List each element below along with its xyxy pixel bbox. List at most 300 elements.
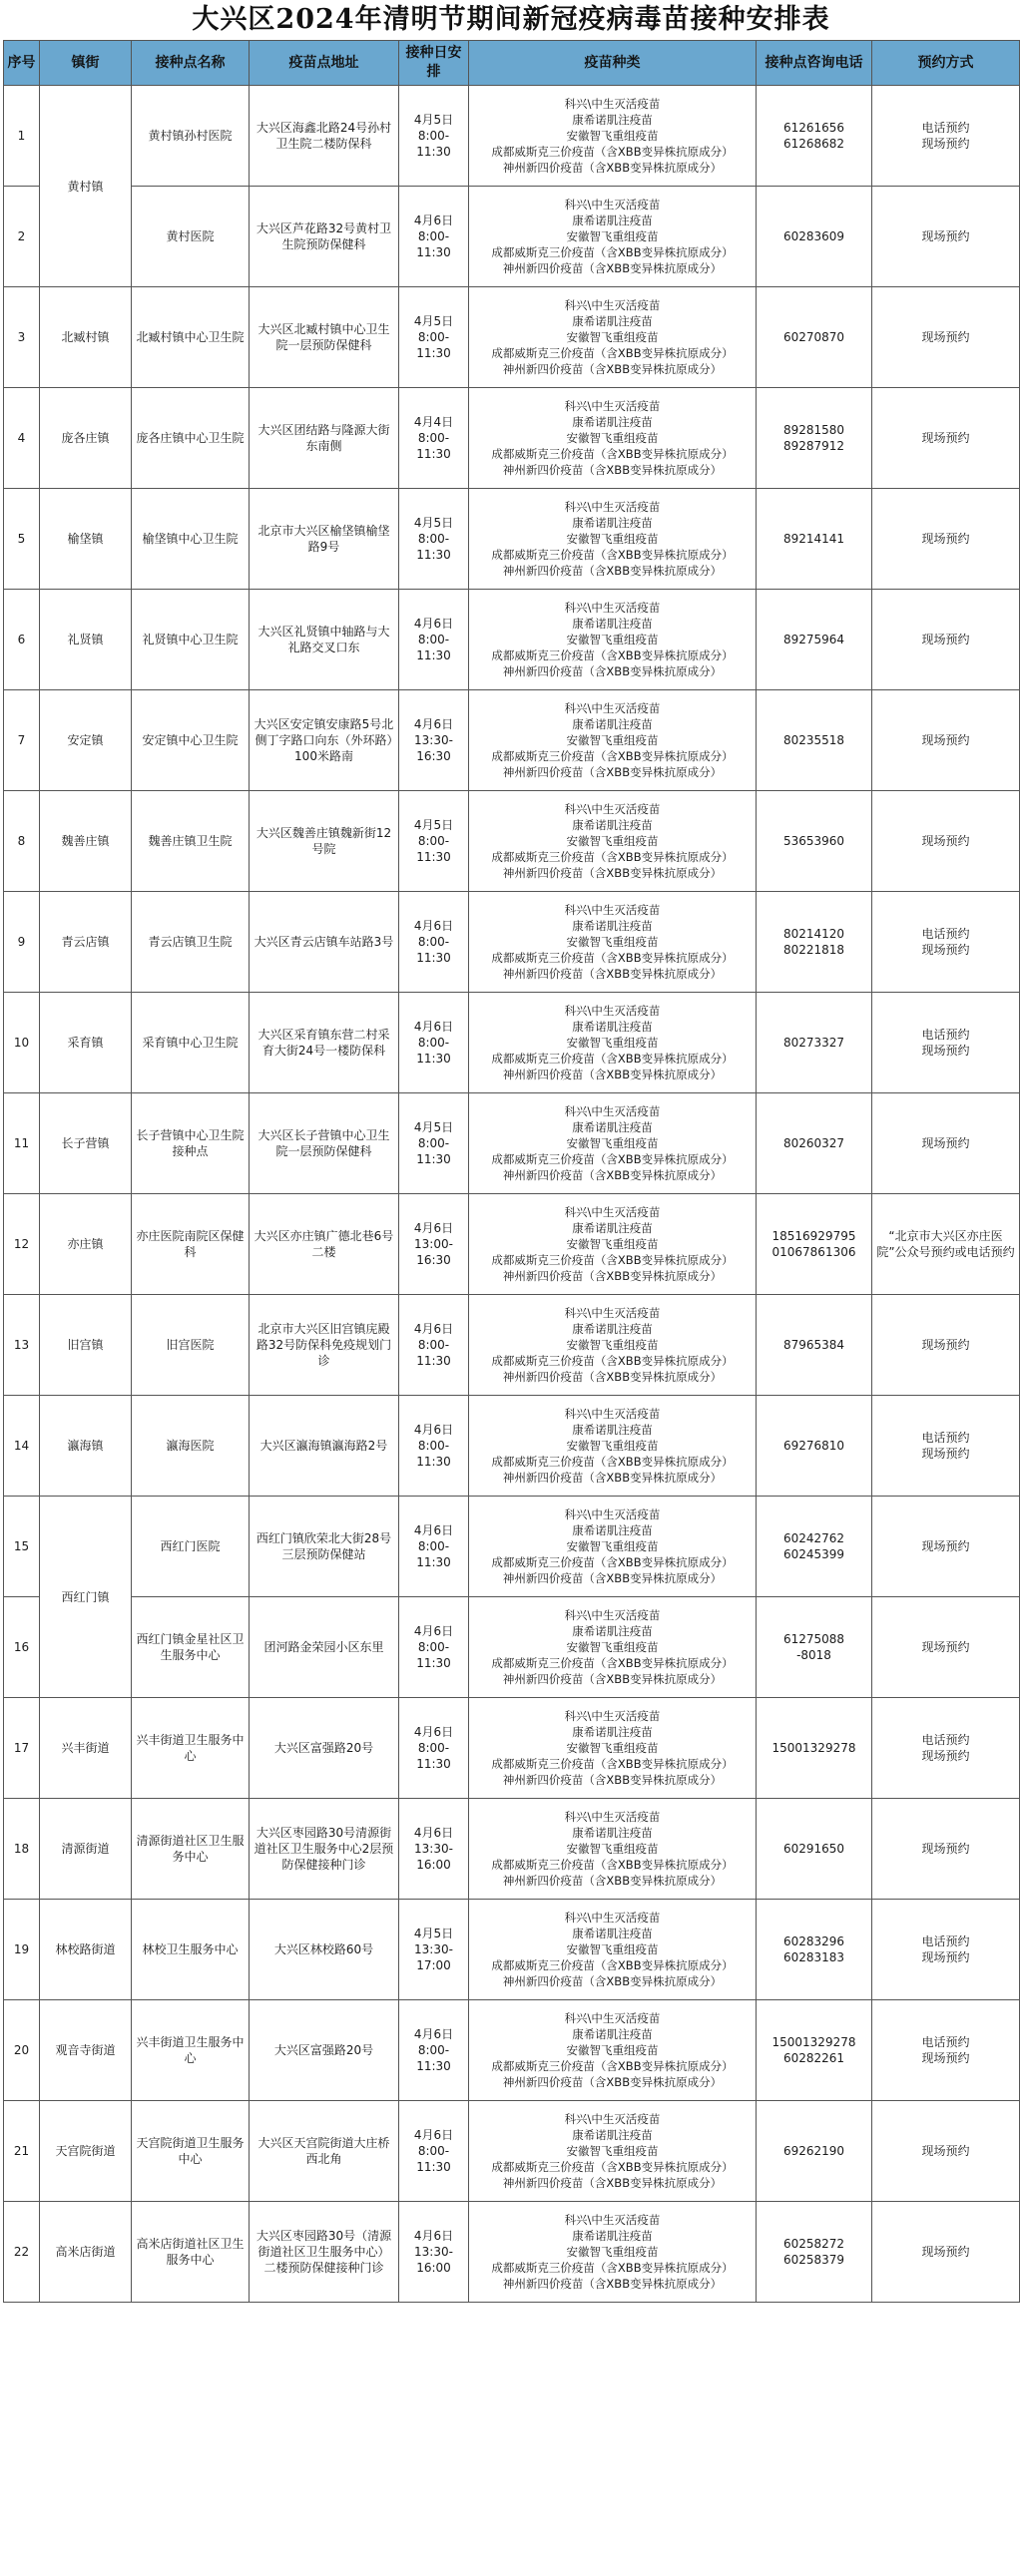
date-text: 4月6日: [413, 2027, 454, 2041]
town-cell: 西红门镇: [40, 1497, 132, 1698]
date-cell: [399, 791, 469, 892]
booking-method: 现场预约: [921, 2051, 970, 2065]
booking-method: 现场预约: [921, 834, 970, 848]
booking-method: 现场预约: [921, 1044, 970, 1058]
phone-cell: [757, 1900, 872, 2000]
address-cell: 大兴区北臧村镇中心卫生院一层预防保健科: [250, 287, 399, 388]
phone-number: 60258272: [782, 2237, 845, 2251]
vaccine-item: 成都威斯克三价疫苗（含XBB变异株抗原成分）: [491, 548, 734, 562]
time-text: 13:30-16:30: [414, 733, 453, 763]
town-cell: 亦庄镇: [40, 1194, 132, 1295]
site-name-cell: 榆垡镇中心卫生院: [132, 489, 250, 590]
time-text: 13:00-16:30: [414, 1237, 453, 1267]
date-cell: [399, 287, 469, 388]
vaccine-list-cell: [469, 2000, 757, 2101]
site-name-cell: 兴丰街道卫生服务中心: [132, 2000, 250, 2101]
booking-method: 现场预约: [921, 532, 970, 546]
address-cell: 大兴区安定镇安康路5号北侧丁字路口向东（外环路）100米路南: [250, 690, 399, 791]
address-cell: 大兴区团结路与隆源大街东南侧: [250, 388, 399, 489]
vaccine-item: 成都威斯克三价疫苗（含XBB变异株抗原成分）: [491, 245, 734, 259]
date-cell: [399, 590, 469, 690]
time-text: 8:00-11:30: [416, 935, 451, 965]
table-row: [4, 590, 1020, 690]
header-row: [4, 41, 1020, 86]
booking-method: 电话预约: [921, 927, 970, 941]
phone-number: 80235518: [782, 733, 845, 747]
site-name-cell: 西红门医院: [132, 1497, 250, 1597]
method-cell: [872, 287, 1020, 388]
method-cell: [872, 2000, 1020, 2101]
booking-method: 现场预约: [921, 2245, 970, 2259]
table-row: [4, 892, 1020, 993]
site-name-cell: 礼贤镇中心卫生院: [132, 590, 250, 690]
date-cell: [399, 690, 469, 791]
booking-method: 现场预约: [921, 633, 970, 646]
vaccine-item: 康希诺肌注疫苗: [572, 1725, 653, 1739]
table-row: [4, 2000, 1020, 2101]
date-cell: [399, 388, 469, 489]
phone-number: 60283296: [782, 1934, 845, 1948]
vaccine-item: 成都威斯克三价疫苗（含XBB变异株抗原成分）: [491, 1253, 734, 1267]
phone-number: 89275964: [782, 633, 845, 646]
site-name-cell: 安定镇中心卫生院: [132, 690, 250, 791]
vaccine-item: 康希诺肌注疫苗: [572, 2128, 653, 2142]
vaccine-item: 成都威斯克三价疫苗（含XBB变异株抗原成分）: [491, 447, 734, 461]
phone-number: 80221818: [782, 943, 845, 957]
site-name-cell: 黄村镇孙村医院: [132, 86, 250, 187]
address-cell: 大兴区富强路20号: [250, 1698, 399, 1799]
vaccine-list-cell: [469, 690, 757, 791]
vaccine-item: 安徽智飞重组疫苗: [566, 2043, 659, 2057]
vaccine-item: 成都威斯克三价疫苗（含XBB变异株抗原成分）: [491, 1354, 734, 1368]
time-text: 8:00-11:30: [416, 2144, 451, 2174]
row-number: 3: [4, 287, 40, 388]
vaccine-item: 成都威斯克三价疫苗（含XBB变异株抗原成分）: [491, 951, 734, 965]
header-site: 接种点名称: [132, 41, 250, 86]
vaccine-item: 神州新四价疫苗（含XBB变异株抗原成分）: [502, 463, 723, 477]
date-text: 4月6日: [413, 2128, 454, 2142]
method-cell: [872, 590, 1020, 690]
date-cell: [399, 86, 469, 187]
vaccine-item: 科兴\中生灭活疫苗: [564, 1507, 661, 1521]
vaccine-item: 安徽智飞重组疫苗: [566, 229, 659, 243]
method-cell: [872, 1597, 1020, 1698]
town-cell: 长子营镇: [40, 1093, 132, 1194]
method-cell: [872, 690, 1020, 791]
address-cell: 团河路金荣园小区东里: [250, 1597, 399, 1698]
phone-cell: [757, 791, 872, 892]
vaccine-item: 成都威斯克三价疫苗（含XBB变异株抗原成分）: [491, 749, 734, 763]
method-cell: [872, 1900, 1020, 2000]
vaccine-item: 安徽智飞重组疫苗: [566, 1136, 659, 1150]
vaccine-item: 科兴\中生灭活疫苗: [564, 2112, 661, 2126]
vaccine-item: 康希诺肌注疫苗: [572, 113, 653, 127]
vaccine-item: 科兴\中生灭活疫苗: [564, 1306, 661, 1320]
vaccine-item: 康希诺肌注疫苗: [572, 1927, 653, 1940]
date-text: 4月6日: [413, 1523, 454, 1537]
town-cell: 兴丰街道: [40, 1698, 132, 1799]
vaccine-item: 康希诺肌注疫苗: [572, 617, 653, 631]
address-cell: 大兴区青云店镇车站路3号: [250, 892, 399, 993]
date-cell: [399, 892, 469, 993]
date-text: 4月5日: [413, 516, 454, 530]
site-name-cell: 亦庄医院南院区保健科: [132, 1194, 250, 1295]
booking-method: 现场预约: [921, 1136, 970, 1150]
vaccine-item: 康希诺肌注疫苗: [572, 415, 653, 429]
method-cell: [872, 1194, 1020, 1295]
header-vaccine: 疫苗种类: [469, 41, 757, 86]
method-cell: [872, 1497, 1020, 1597]
vaccine-item: 科兴\中生灭活疫苗: [564, 500, 661, 514]
vaccine-item: 神州新四价疫苗（含XBB变异株抗原成分）: [502, 967, 723, 981]
table-row: [4, 1698, 1020, 1799]
vaccine-item: 科兴\中生灭活疫苗: [564, 97, 661, 111]
row-number: 8: [4, 791, 40, 892]
vaccine-item: 科兴\中生灭活疫苗: [564, 701, 661, 715]
row-number: 13: [4, 1295, 40, 1396]
date-text: 4月6日: [413, 1725, 454, 1739]
row-number: 5: [4, 489, 40, 590]
vaccine-item: 康希诺肌注疫苗: [572, 919, 653, 933]
town-cell: 瀛海镇: [40, 1396, 132, 1497]
address-cell: 大兴区魏善庄镇魏新街12号院: [250, 791, 399, 892]
vaccine-item: 安徽智飞重组疫苗: [566, 1036, 659, 1050]
row-number: 20: [4, 2000, 40, 2101]
date-cell: [399, 1900, 469, 2000]
row-number: 19: [4, 1900, 40, 2000]
date-cell: [399, 1497, 469, 1597]
vaccine-item: 科兴\中生灭活疫苗: [564, 903, 661, 917]
date-cell: [399, 489, 469, 590]
town-cell: 天宫院街道: [40, 2101, 132, 2202]
vaccine-item: 安徽智飞重组疫苗: [566, 431, 659, 445]
method-cell: [872, 892, 1020, 993]
table-row: [4, 1799, 1020, 1900]
method-cell: [872, 187, 1020, 287]
phone-number: 60258379: [782, 2253, 845, 2267]
row-number: 10: [4, 993, 40, 1093]
time-text: 8:00-11:30: [416, 129, 451, 159]
vaccine-item: 神州新四价疫苗（含XBB变异株抗原成分）: [502, 261, 723, 275]
vaccine-item: 成都威斯克三价疫苗（含XBB变异株抗原成分）: [491, 1757, 734, 1771]
date-cell: [399, 1799, 469, 1900]
phone-cell: [757, 1698, 872, 1799]
vaccine-item: 康希诺肌注疫苗: [572, 1221, 653, 1235]
vaccine-item: 神州新四价疫苗（含XBB变异株抗原成分）: [502, 1773, 723, 1787]
date-text: 4月6日: [413, 1020, 454, 1034]
vaccine-list-cell: [469, 1194, 757, 1295]
method-cell: [872, 2202, 1020, 2303]
address-cell: 大兴区富强路20号: [250, 2000, 399, 2101]
town-cell: 高米店街道: [40, 2202, 132, 2303]
date-text: 4月5日: [413, 314, 454, 328]
phone-cell: [757, 1093, 872, 1194]
vaccine-item: 科兴\中生灭活疫苗: [564, 2011, 661, 2025]
table-row: [4, 287, 1020, 388]
vaccine-item: 康希诺肌注疫苗: [572, 1020, 653, 1034]
table-row: [4, 1396, 1020, 1497]
town-cell: 青云店镇: [40, 892, 132, 993]
vaccine-item: 神州新四价疫苗（含XBB变异株抗原成分）: [502, 1370, 723, 1384]
address-cell: 大兴区林校路60号: [250, 1900, 399, 2000]
site-name-cell: 天宫院街道卫生服务中心: [132, 2101, 250, 2202]
address-cell: 大兴区采育镇东营二村采育大街24号一楼防保科: [250, 993, 399, 1093]
vaccine-list-cell: [469, 993, 757, 1093]
row-number: 1: [4, 86, 40, 187]
vaccine-item: 康希诺肌注疫苗: [572, 1523, 653, 1537]
row-number: 15: [4, 1497, 40, 1597]
vaccine-item: 成都威斯克三价疫苗（含XBB变异株抗原成分）: [491, 648, 734, 662]
site-name-cell: 兴丰街道卫生服务中心: [132, 1698, 250, 1799]
town-cell: 林校路街道: [40, 1900, 132, 2000]
site-name-cell: 长子营镇中心卫生院接种点: [132, 1093, 250, 1194]
row-number: 9: [4, 892, 40, 993]
vaccine-item: 神州新四价疫苗（含XBB变异株抗原成分）: [502, 564, 723, 578]
vaccine-item: 康希诺肌注疫苗: [572, 818, 653, 832]
booking-method: 现场预约: [921, 943, 970, 957]
vaccine-list-cell: [469, 388, 757, 489]
method-cell: [872, 388, 1020, 489]
vaccine-item: 神州新四价疫苗（含XBB变异株抗原成分）: [502, 1168, 723, 1182]
vaccine-item: 神州新四价疫苗（含XBB变异株抗原成分）: [502, 1068, 723, 1081]
method-cell: [872, 86, 1020, 187]
phone-number: 01067861306: [771, 1245, 856, 1259]
vaccine-item: 安徽智飞重组疫苗: [566, 129, 659, 143]
vaccine-item: 康希诺肌注疫苗: [572, 1120, 653, 1134]
address-cell: 大兴区芦花路32号黄村卫生院预防保健科: [250, 187, 399, 287]
booking-method: 现场预约: [921, 1338, 970, 1352]
date-text: 4月6日: [413, 1423, 454, 1437]
vaccine-item: 神州新四价疫苗（含XBB变异株抗原成分）: [502, 765, 723, 779]
time-text: 13:30-17:00: [414, 1942, 453, 1972]
booking-method: 现场预约: [921, 1539, 970, 1553]
site-name-cell: 清源街道社区卫生服务中心: [132, 1799, 250, 1900]
vaccine-item: 成都威斯克三价疫苗（含XBB变异株抗原成分）: [491, 1656, 734, 1670]
vaccine-item: 神州新四价疫苗（含XBB变异株抗原成分）: [502, 1672, 723, 1686]
address-cell: 大兴区礼贤镇中轴路与大礼路交叉口东: [250, 590, 399, 690]
town-cell: 安定镇: [40, 690, 132, 791]
table-row: [4, 1295, 1020, 1396]
booking-method: 现场预约: [921, 1842, 970, 1856]
table-row: [4, 791, 1020, 892]
method-cell: [872, 489, 1020, 590]
vaccine-item: 安徽智飞重组疫苗: [566, 1539, 659, 1553]
table-row: [4, 1093, 1020, 1194]
vaccine-item: 科兴\中生灭活疫苗: [564, 1205, 661, 1219]
phone-cell: [757, 690, 872, 791]
header-town: 镇街: [40, 41, 132, 86]
town-cell: 观音寺街道: [40, 2000, 132, 2101]
date-cell: [399, 1194, 469, 1295]
booking-method: 现场预约: [921, 1640, 970, 1654]
row-number: 4: [4, 388, 40, 489]
booking-method: 电话预约: [921, 121, 970, 135]
vaccine-item: 科兴\中生灭活疫苗: [564, 802, 661, 816]
table-row: [4, 1597, 1020, 1698]
booking-method: 现场预约: [921, 431, 970, 445]
phone-cell: [757, 2101, 872, 2202]
row-number: 12: [4, 1194, 40, 1295]
address-cell: 北京市大兴区旧宫镇庑殿路32号防保科免疫规划门诊: [250, 1295, 399, 1396]
row-number: 22: [4, 2202, 40, 2303]
time-text: 8:00-11:30: [416, 532, 451, 562]
vaccine-item: 成都威斯克三价疫苗（含XBB变异株抗原成分）: [491, 1555, 734, 1569]
time-text: 8:00-11:30: [416, 431, 451, 461]
table-row: [4, 489, 1020, 590]
address-cell: 大兴区瀛海镇瀛海路2号: [250, 1396, 399, 1497]
town-cell: 旧宫镇: [40, 1295, 132, 1396]
phone-number: 61261656: [782, 121, 845, 135]
vaccine-item: 成都威斯克三价疫苗（含XBB变异株抗原成分）: [491, 1052, 734, 1066]
phone-cell: [757, 1396, 872, 1497]
booking-method: 电话预约: [921, 1934, 970, 1948]
vaccine-item: 成都威斯克三价疫苗（含XBB变异株抗原成分）: [491, 2059, 734, 2073]
vaccine-item: 成都威斯克三价疫苗（含XBB变异株抗原成分）: [491, 1152, 734, 1166]
vaccine-list-cell: [469, 1093, 757, 1194]
site-name-cell: 庞各庄镇中心卫生院: [132, 388, 250, 489]
phone-cell: [757, 1497, 872, 1597]
vaccine-item: 成都威斯克三价疫苗（含XBB变异株抗原成分）: [491, 145, 734, 159]
vaccine-item: 康希诺肌注疫苗: [572, 2027, 653, 2041]
town-cell: 魏善庄镇: [40, 791, 132, 892]
vaccine-list-cell: [469, 1295, 757, 1396]
date-text: 4月5日: [413, 113, 454, 127]
phone-number: 69276810: [782, 1439, 845, 1453]
time-text: 8:00-11:30: [416, 2043, 451, 2073]
method-cell: [872, 1396, 1020, 1497]
date-cell: [399, 2000, 469, 2101]
vaccine-item: 安徽智飞重组疫苗: [566, 1942, 659, 1956]
vaccine-item: 安徽智飞重组疫苗: [566, 1640, 659, 1654]
vaccine-item: 安徽智飞重组疫苗: [566, 1439, 659, 1453]
town-cell: 庞各庄镇: [40, 388, 132, 489]
row-number: 17: [4, 1698, 40, 1799]
phone-number: -8018: [796, 1648, 831, 1662]
address-cell: 大兴区长子营镇中心卫生院一层预防保健科: [250, 1093, 399, 1194]
vaccine-item: 神州新四价疫苗（含XBB变异株抗原成分）: [502, 362, 723, 376]
town-cell: 北臧村镇: [40, 287, 132, 388]
date-text: 4月5日: [413, 818, 454, 832]
vaccine-item: 成都威斯克三价疫苗（含XBB变异株抗原成分）: [491, 346, 734, 360]
vaccine-item: 科兴\中生灭活疫苗: [564, 399, 661, 413]
vaccine-item: 康希诺肌注疫苗: [572, 516, 653, 530]
date-text: 4月5日: [413, 1120, 454, 1134]
booking-method: 电话预约: [921, 2035, 970, 2049]
vaccine-item: 安徽智飞重组疫苗: [566, 532, 659, 546]
site-name-cell: 黄村医院: [132, 187, 250, 287]
table-row: [4, 1194, 1020, 1295]
date-text: 4月6日: [413, 617, 454, 631]
vaccine-list-cell: [469, 590, 757, 690]
phone-number: 89281580: [782, 423, 845, 437]
phone-number: 87965384: [782, 1338, 845, 1352]
time-text: 8:00-11:30: [416, 1338, 451, 1368]
phone-number: 60291650: [782, 1842, 845, 1856]
vaccine-item: 神州新四价疫苗（含XBB变异株抗原成分）: [502, 2176, 723, 2190]
vaccine-item: 神州新四价疫苗（含XBB变异株抗原成分）: [502, 1471, 723, 1485]
vaccine-item: 安徽智飞重组疫苗: [566, 633, 659, 646]
vaccine-item: 神州新四价疫苗（含XBB变异株抗原成分）: [502, 1874, 723, 1888]
date-cell: [399, 1093, 469, 1194]
phone-cell: [757, 2000, 872, 2101]
vaccine-item: 科兴\中生灭活疫苗: [564, 1709, 661, 1723]
vaccine-item: 安徽智飞重组疫苗: [566, 733, 659, 747]
vaccine-item: 安徽智飞重组疫苗: [566, 1338, 659, 1352]
table-row: [4, 2202, 1020, 2303]
booking-method: 电话预约: [921, 1431, 970, 1445]
vaccine-item: 康希诺肌注疫苗: [572, 2229, 653, 2243]
vaccine-item: 安徽智飞重组疫苗: [566, 2245, 659, 2259]
vaccine-list-cell: [469, 1900, 757, 2000]
vaccine-item: 神州新四价疫苗（含XBB变异株抗原成分）: [502, 1974, 723, 1988]
vaccine-list-cell: [469, 1597, 757, 1698]
date-text: 4月6日: [413, 2229, 454, 2243]
vaccine-item: 成都威斯克三价疫苗（含XBB变异株抗原成分）: [491, 2261, 734, 2275]
table-row: [4, 388, 1020, 489]
address-cell: 大兴区天宫院街道大庄桥西北角: [250, 2101, 399, 2202]
row-number: 16: [4, 1597, 40, 1698]
phone-cell: [757, 287, 872, 388]
booking-method: 现场预约: [921, 1950, 970, 1964]
table-row: [4, 86, 1020, 187]
vaccine-item: 科兴\中生灭活疫苗: [564, 1608, 661, 1622]
row-number: 18: [4, 1799, 40, 1900]
address-cell: 大兴区亦庄镇广德北巷6号二楼: [250, 1194, 399, 1295]
date-cell: [399, 1295, 469, 1396]
date-text: 4月6日: [413, 1322, 454, 1336]
table-row: [4, 1497, 1020, 1597]
vaccine-item: 科兴\中生灭活疫苗: [564, 1004, 661, 1018]
booking-method: 电话预约: [921, 1028, 970, 1042]
method-cell: [872, 993, 1020, 1093]
vaccine-list-cell: [469, 1698, 757, 1799]
phone-number: 89214141: [782, 532, 845, 546]
vaccine-item: 科兴\中生灭活疫苗: [564, 1407, 661, 1421]
phone-cell: [757, 187, 872, 287]
phone-number: 18516929795: [771, 1229, 856, 1243]
vaccine-list-cell: [469, 892, 757, 993]
phone-number: 89287912: [782, 439, 845, 453]
method-cell: [872, 791, 1020, 892]
site-name-cell: 采育镇中心卫生院: [132, 993, 250, 1093]
phone-number: 80273327: [782, 1036, 845, 1050]
booking-method: 现场预约: [921, 229, 970, 243]
header-phone: 接种点咨询电话: [757, 41, 872, 86]
vaccine-item: 安徽智飞重组疫苗: [566, 1237, 659, 1251]
vaccine-item: 科兴\中生灭活疫苗: [564, 1911, 661, 1925]
vaccine-item: 成都威斯克三价疫苗（含XBB变异株抗原成分）: [491, 850, 734, 864]
date-cell: [399, 187, 469, 287]
site-name-cell: 瀛海医院: [132, 1396, 250, 1497]
phone-cell: [757, 1194, 872, 1295]
date-cell: [399, 1597, 469, 1698]
time-text: 8:00-11:30: [416, 1439, 451, 1469]
row-number: 7: [4, 690, 40, 791]
date-text: 4月6日: [413, 919, 454, 933]
vaccination-schedule-table: [3, 40, 1020, 2303]
site-name-cell: 林校卫生服务中心: [132, 1900, 250, 2000]
vaccine-item: 科兴\中生灭活疫苗: [564, 2213, 661, 2227]
method-cell: [872, 1295, 1020, 1396]
vaccine-item: 神州新四价疫苗（含XBB变异株抗原成分）: [502, 1571, 723, 1585]
vaccine-item: 安徽智飞重组疫苗: [566, 935, 659, 949]
time-text: 8:00-11:30: [416, 1640, 451, 1670]
site-name-cell: 魏善庄镇卫生院: [132, 791, 250, 892]
date-cell: [399, 2101, 469, 2202]
vaccine-list-cell: [469, 86, 757, 187]
vaccine-item: 成都威斯克三价疫苗（含XBB变异株抗原成分）: [491, 1958, 734, 1972]
phone-cell: [757, 2202, 872, 2303]
